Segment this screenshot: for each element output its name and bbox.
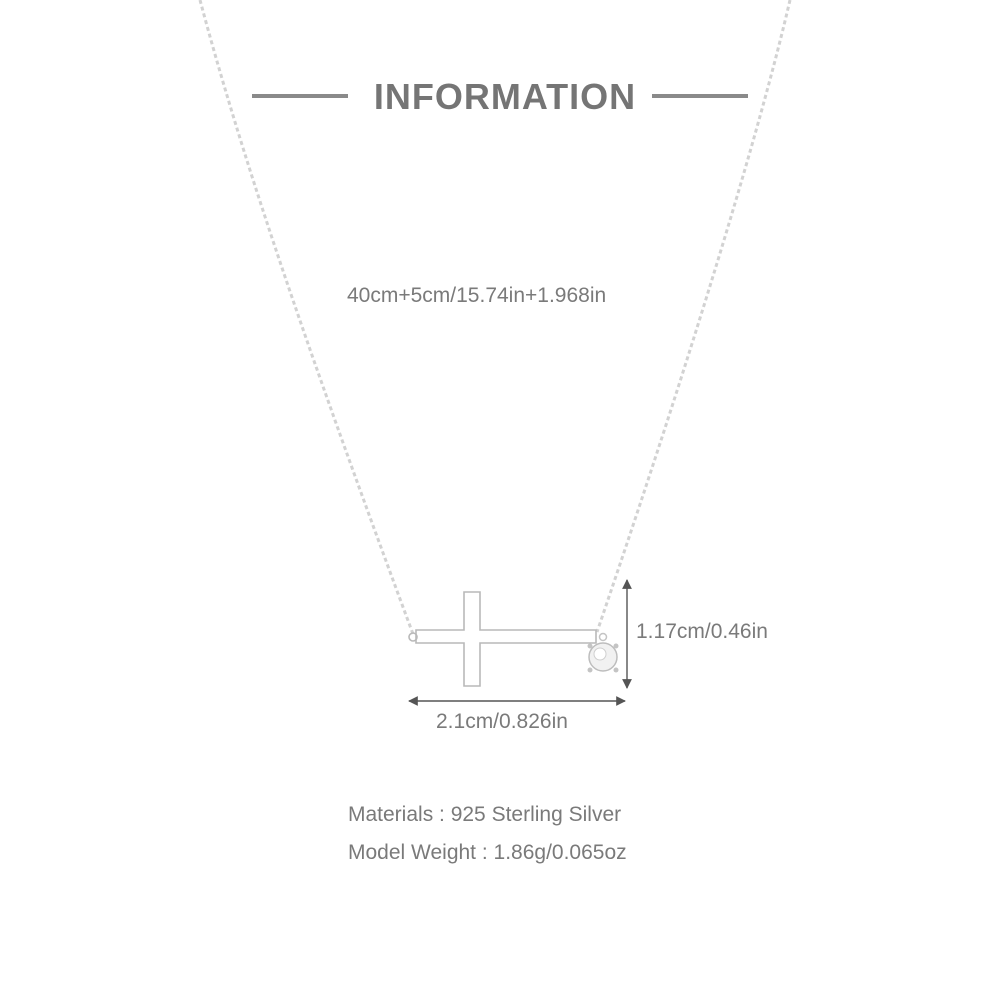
page-title: INFORMATION	[373, 76, 637, 117]
heading-rule-right	[652, 94, 748, 98]
materials-spec: Materials : 925 Sterling Silver	[348, 803, 622, 826]
chain-length-label: 40cm+5cm/15.74in+1.968in	[347, 284, 607, 307]
crystal-stone-icon	[588, 634, 619, 673]
pendant-width-label: 2.1cm/0.826in	[436, 710, 568, 733]
pendant-height-label: 1.17cm/0.46in	[636, 620, 768, 643]
weight-spec: Model Weight : 1.86g/0.065oz	[348, 841, 627, 864]
heading-rule-left	[252, 94, 348, 98]
cross-pendant-icon	[409, 592, 596, 686]
